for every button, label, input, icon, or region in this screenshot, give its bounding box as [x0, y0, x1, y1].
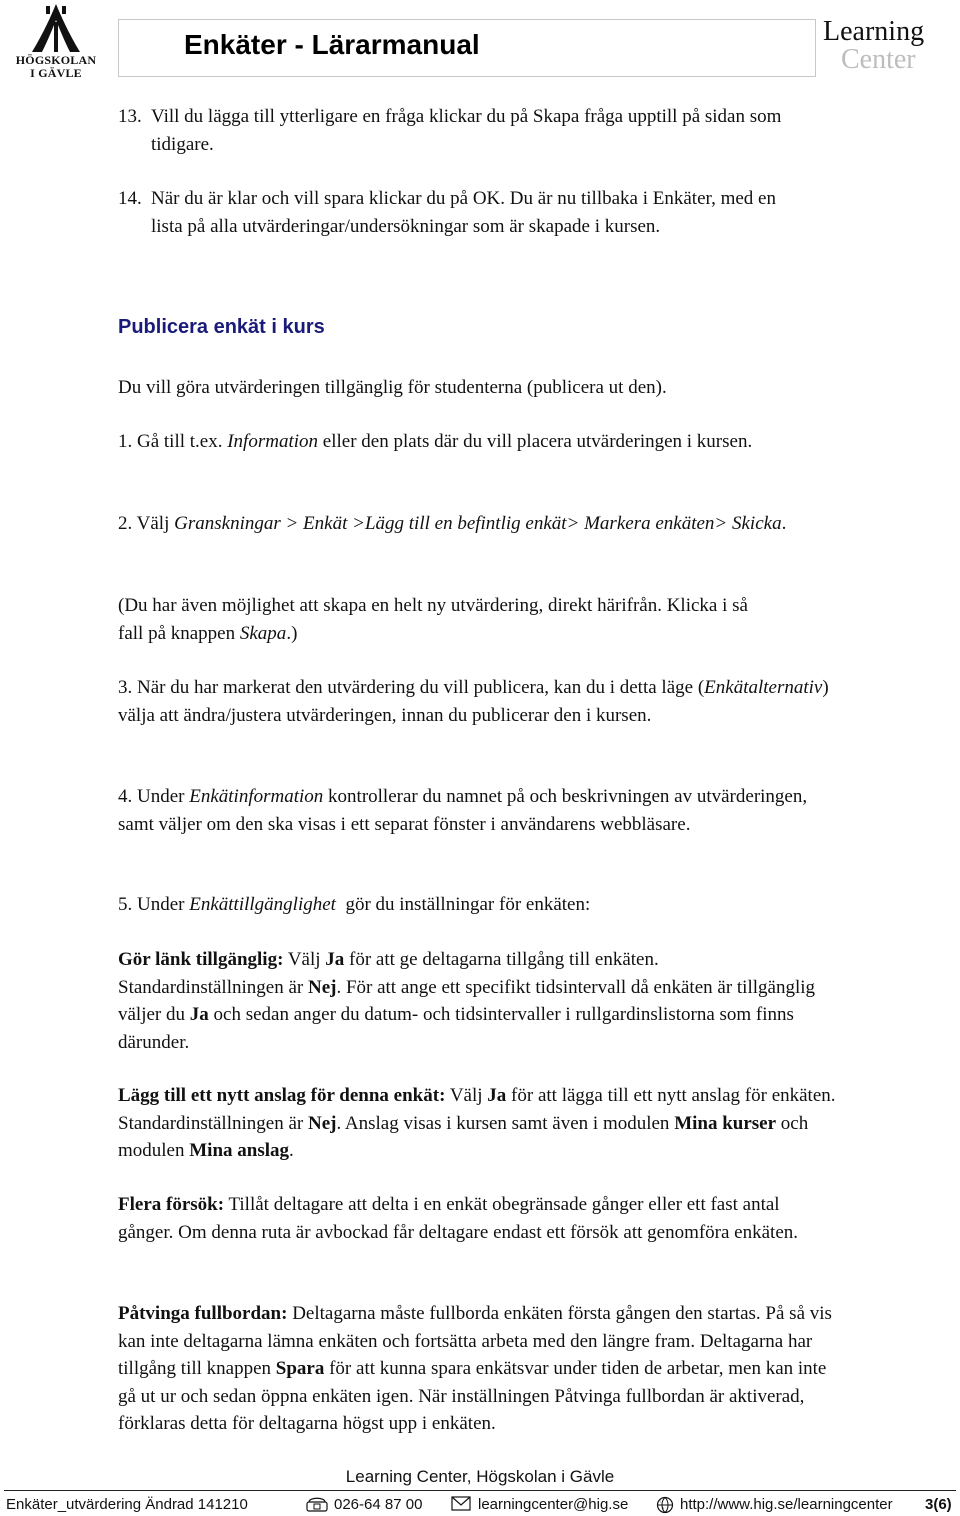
section-heading: Publicera enkät i kurs — [118, 316, 325, 338]
setting-make-link-available: Gör länk tillgänglig: Välj Ja för att ge deltagarna tillgång till enkäten. Standardinställningen är Nej. För att ange ett specifikt tidsintervall då enkäten är tillgänglig väljer du Ja och sedan anger du datum- och tidsintervaller i rullgardinslistorna som finns därunder. — [118, 949, 816, 1053]
publish-step-4: 4. Under Enkätinformation kontrollerar du namnet på och beskrivningen av utvärderingen, samt väljer om den ska visas i ett separat fönster i användarens webbläsare. — [118, 786, 808, 835]
setting-label-force: Påtvinga fullbordan: — [118, 1303, 288, 1324]
italic-term-information: Information — [227, 431, 319, 452]
document-title: Enkäter - Lärarmanual — [184, 29, 480, 60]
step-14-text: När du är klar och vill spara klickar du på OK. Du är nu tillbaka i Enkäter, med en lista på alla utvärderingar/undersökningar som är skapade i kursen. — [151, 188, 776, 237]
footer-email[interactable]: learningcenter@hig.se — [478, 1496, 629, 1513]
italic-term-enkattillganglighet: Enkättillgänglighet — [189, 894, 336, 915]
globe-icon — [656, 1496, 674, 1514]
envelope-icon — [451, 1496, 471, 1511]
learning-center-logo — [823, 18, 953, 74]
step-14-number: 14. — [118, 188, 142, 209]
italic-term-enkatinformation: Enkätinformation — [189, 786, 324, 807]
publish-step-5: 5. Under Enkättillgänglighet gör du inställningar för enkäten: — [118, 894, 591, 915]
setting-label-link: Gör länk tillgänglig: — [118, 949, 284, 970]
footer-organization: Learning Center, Högskolan i Gävle — [345, 1467, 615, 1486]
step-13 — [118, 103, 848, 158]
step-14 — [118, 185, 838, 240]
learning-center-word-2: Center — [841, 44, 916, 75]
publish-step-2: 2. Välj Granskningar > Enkät >Lägg till en befintlig enkät> Markera enkäten> Skicka. — [118, 513, 787, 534]
learning-center-word-1: Learning — [823, 16, 925, 47]
hig-logo — [6, 2, 106, 82]
phone-icon — [306, 1496, 328, 1512]
setting-add-notice: Lägg till ett nytt anslag för denna enkät: Välj Ja för att lägga till ett nytt anslag för enkäten. Standardinställningen är Nej. Anslag visas i kursen samt även i modulen Mina kurser och modulen Mina anslag. — [118, 1085, 836, 1161]
step-13-text: Vill du lägga till ytterligare en fråga klickar du på Skapa fråga upptill på sidan som tidigare. — [151, 106, 782, 155]
setting-label-notice: Lägg till ett nytt anslag för denna enkät: — [118, 1085, 446, 1106]
italic-menu-path: Granskningar > Enkät >Lägg till en befintlig enkät> Markera enkäten> Skicka — [174, 513, 782, 534]
section-intro: Du vill göra utvärderingen tillgänglig för studenterna (publicera ut den). — [118, 377, 667, 398]
hig-emblem-icon — [24, 2, 88, 54]
step-13-number: 13. — [118, 106, 142, 127]
italic-term-skapa: Skapa — [239, 622, 287, 644]
setting-force-completion: Påtvinga fullbordan: Deltagarna måste fullborda enkäten första gången den startas. På så vis kan inte deltagarna lämna enkäten och fortsätta arbeta med den längre fram. Deltagarna har tillgång till knappen Spara för att kunna spara enkätsvar under tiden de arbetar, men kan inte gå ut ur och sedan öppna enkäten igen. När inställningen Påtvinga fullbordan är aktiverad, förklaras detta för deltagarna högst upp i enkäten. — [118, 1303, 832, 1434]
setting-label-attempts: Flera försök: — [118, 1194, 225, 1215]
logo-line-1: HÖGSKOLAN — [15, 53, 97, 67]
footer-divider — [4, 1490, 956, 1491]
footer-document-info: Enkäter_utvärdering Ändrad 141210 — [6, 1496, 248, 1513]
setting-multiple-attempts: Flera försök: Tillåt deltagare att delta i en enkät obegränsade gånger eller ett fast antal gånger. Om denna ruta är avbockad får deltagare endast ett försök att genomföra enkäten. — [118, 1194, 799, 1243]
publish-step-3: 3. När du har markerat den utvärdering du vill publicera, kan du i detta läge (Enkätalternativ) välja att ändra/justera utvärderingen, innan du publicerar den i kursen. — [118, 677, 829, 726]
footer-page-number: 3(6) — [925, 1496, 952, 1513]
italic-term-enkatalternativ: Enkätalternativ — [704, 677, 823, 698]
logo-line-2: I GÄVLE — [30, 66, 82, 80]
footer-website[interactable]: http://www.hig.se/learningcenter — [680, 1496, 893, 1513]
publish-step-1: 1. Gå till t.ex. Information eller den plats där du vill placera utvärderingen i kursen. — [118, 431, 753, 452]
publish-step-2-note: (Du har även möjlighet att skapa en helt ny utvärdering, direkt härifrån. Klicka i så fall på knappen Skapa.) — [118, 595, 748, 644]
footer-phone: 026-64 87 00 — [334, 1496, 423, 1513]
